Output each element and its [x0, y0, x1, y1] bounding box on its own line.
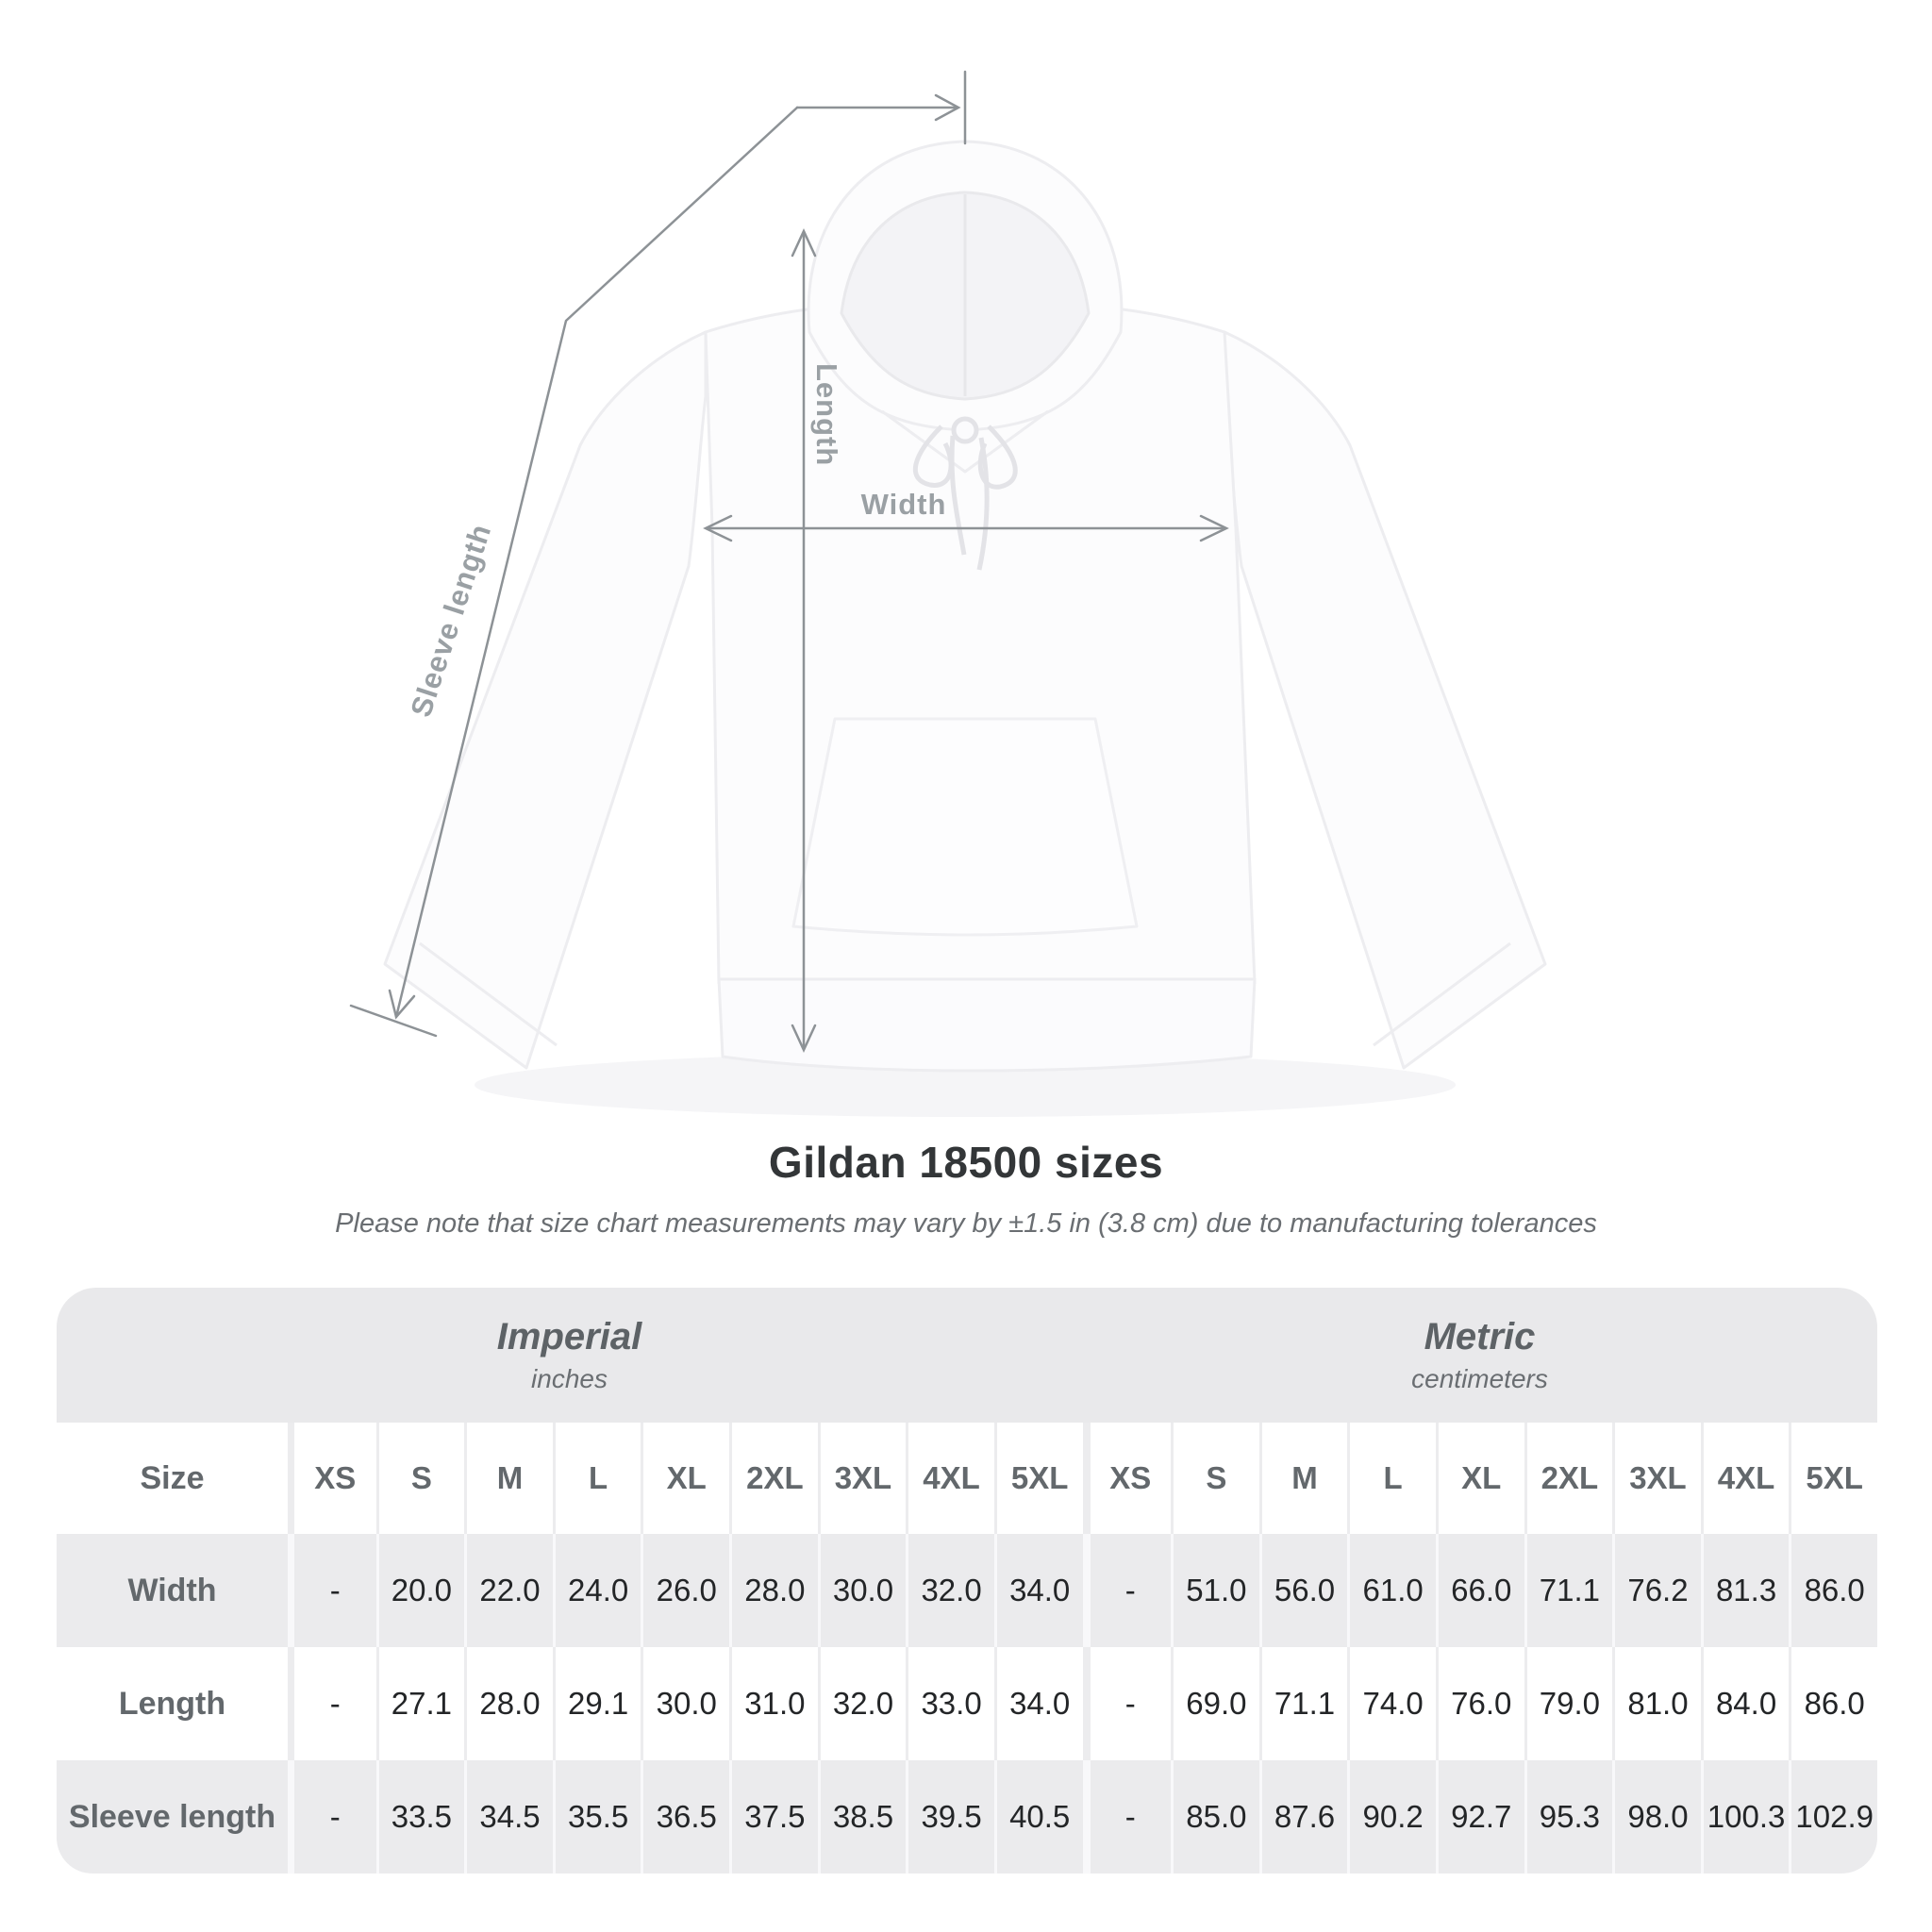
size-value-cell: 20.0 — [376, 1534, 465, 1647]
size-column-header: 5XL — [994, 1423, 1083, 1534]
hoodie-hem-band — [719, 979, 1255, 1071]
size-value-cell: 30.0 — [818, 1534, 907, 1647]
size-value-cell: 33.0 — [906, 1647, 994, 1760]
metric-unit: centimeters — [1411, 1364, 1548, 1393]
size-value-cell: - — [288, 1534, 376, 1647]
size-value-cell: 35.5 — [553, 1760, 641, 1874]
size-value-cell: 22.0 — [464, 1534, 553, 1647]
size-value-cell: 95.3 — [1524, 1760, 1613, 1874]
hoodie-right-sleeve — [1224, 332, 1545, 1068]
metric-section-header — [1082, 1288, 1877, 1423]
size-value-cell: 85.0 — [1171, 1760, 1259, 1874]
measurement-row-label: Sleeve length — [57, 1760, 288, 1874]
hoodie-pocket — [793, 719, 1137, 935]
size-column-header: 4XL — [1701, 1423, 1790, 1534]
size-value-cell: 39.5 — [906, 1760, 994, 1874]
size-value-cell: 79.0 — [1524, 1647, 1613, 1760]
size-value-cell: 66.0 — [1436, 1534, 1524, 1647]
size-table — [57, 1288, 1877, 1874]
imperial-section-header — [57, 1288, 1082, 1423]
size-value-cell: 32.0 — [906, 1534, 994, 1647]
size-column-header: M — [1259, 1423, 1348, 1534]
size-value-cell: 71.1 — [1524, 1534, 1613, 1647]
size-column-header: XL — [641, 1423, 729, 1534]
size-value-cell: - — [1083, 1534, 1172, 1647]
size-column-header: 2XL — [729, 1423, 818, 1534]
measurement-row-label: Width — [57, 1534, 288, 1647]
size-value-cell: 31.0 — [729, 1647, 818, 1760]
size-column-header: XS — [288, 1423, 376, 1534]
size-value-cell: - — [1083, 1760, 1172, 1874]
size-value-cell: 33.5 — [376, 1760, 465, 1874]
size-column-header: 5XL — [1789, 1423, 1877, 1534]
size-value-cell: 81.0 — [1612, 1647, 1701, 1760]
size-column-header: S — [1171, 1423, 1259, 1534]
size-column-header: S — [376, 1423, 465, 1534]
page-title: Gildan 18500 sizes — [768, 1138, 1164, 1187]
size-value-cell: 34.0 — [994, 1534, 1083, 1647]
size-value-cell: - — [288, 1760, 376, 1874]
size-value-cell: 74.0 — [1347, 1647, 1436, 1760]
size-column-header: XS — [1083, 1423, 1172, 1534]
size-value-cell: 29.1 — [553, 1647, 641, 1760]
size-value-cell: 37.5 — [729, 1760, 818, 1874]
size-column-header: M — [464, 1423, 553, 1534]
size-value-cell: 28.0 — [729, 1534, 818, 1647]
size-value-cell: 86.0 — [1789, 1647, 1877, 1760]
size-column-header: 3XL — [1612, 1423, 1701, 1534]
size-value-cell: 38.5 — [818, 1760, 907, 1874]
size-value-cell: 24.0 — [553, 1534, 641, 1647]
imperial-title: Imperial — [496, 1316, 642, 1357]
size-value-cell: 40.5 — [994, 1760, 1083, 1874]
metric-title: Metric — [1424, 1316, 1536, 1357]
size-value-cell: 61.0 — [1347, 1534, 1436, 1647]
sleeve-length-annotation-label: Sleeve length — [404, 519, 498, 722]
size-value-cell: 32.0 — [818, 1647, 907, 1760]
size-column-header: L — [1347, 1423, 1436, 1534]
size-value-cell: 36.5 — [641, 1760, 729, 1874]
tolerance-note: Please note that size chart measurements may vary by ±1.5 in (3.8 cm) due to manufacturing tolerances — [335, 1208, 1597, 1239]
size-value-cell: - — [288, 1647, 376, 1760]
unit-header-band — [57, 1288, 1877, 1423]
size-column-header: 4XL — [906, 1423, 994, 1534]
size-value-cell: 30.0 — [641, 1647, 729, 1760]
size-value-cell: 90.2 — [1347, 1760, 1436, 1874]
size-value-cell: 51.0 — [1171, 1534, 1259, 1647]
width-annotation-label: Width — [860, 488, 947, 521]
size-value-cell: 71.1 — [1259, 1647, 1348, 1760]
size-value-cell: 26.0 — [641, 1534, 729, 1647]
size-value-cell: - — [1083, 1647, 1172, 1760]
imperial-unit: inches — [531, 1364, 608, 1393]
size-value-cell: 34.0 — [994, 1647, 1083, 1760]
size-value-cell: 76.0 — [1436, 1647, 1524, 1760]
size-value-cell: 69.0 — [1171, 1647, 1259, 1760]
size-column-header: 3XL — [818, 1423, 907, 1534]
size-value-cell: 34.5 — [464, 1760, 553, 1874]
size-value-cell: 92.7 — [1436, 1760, 1524, 1874]
hoodie-illustration — [385, 142, 1545, 1071]
size-value-cell: 81.3 — [1701, 1534, 1790, 1647]
size-value-cell: 87.6 — [1259, 1760, 1348, 1874]
size-column-header: L — [553, 1423, 641, 1534]
heading-block — [0, 1137, 1932, 1240]
size-value-cell: 27.1 — [376, 1647, 465, 1760]
size-value-cell: 56.0 — [1259, 1534, 1348, 1647]
size-table-grid — [57, 1423, 1877, 1874]
size-value-cell: 102.9 — [1789, 1760, 1877, 1874]
size-value-cell: 100.3 — [1701, 1760, 1790, 1874]
size-value-cell: 86.0 — [1789, 1534, 1877, 1647]
length-annotation-label: Length — [810, 363, 843, 467]
size-column-header: XL — [1436, 1423, 1524, 1534]
measurement-row-label: Length — [57, 1647, 288, 1760]
size-value-cell: 28.0 — [464, 1647, 553, 1760]
size-value-cell: 76.2 — [1612, 1534, 1701, 1647]
size-corner-label: Size — [57, 1423, 288, 1534]
size-value-cell: 84.0 — [1701, 1647, 1790, 1760]
size-column-header: 2XL — [1524, 1423, 1613, 1534]
size-value-cell: 98.0 — [1612, 1760, 1701, 1874]
